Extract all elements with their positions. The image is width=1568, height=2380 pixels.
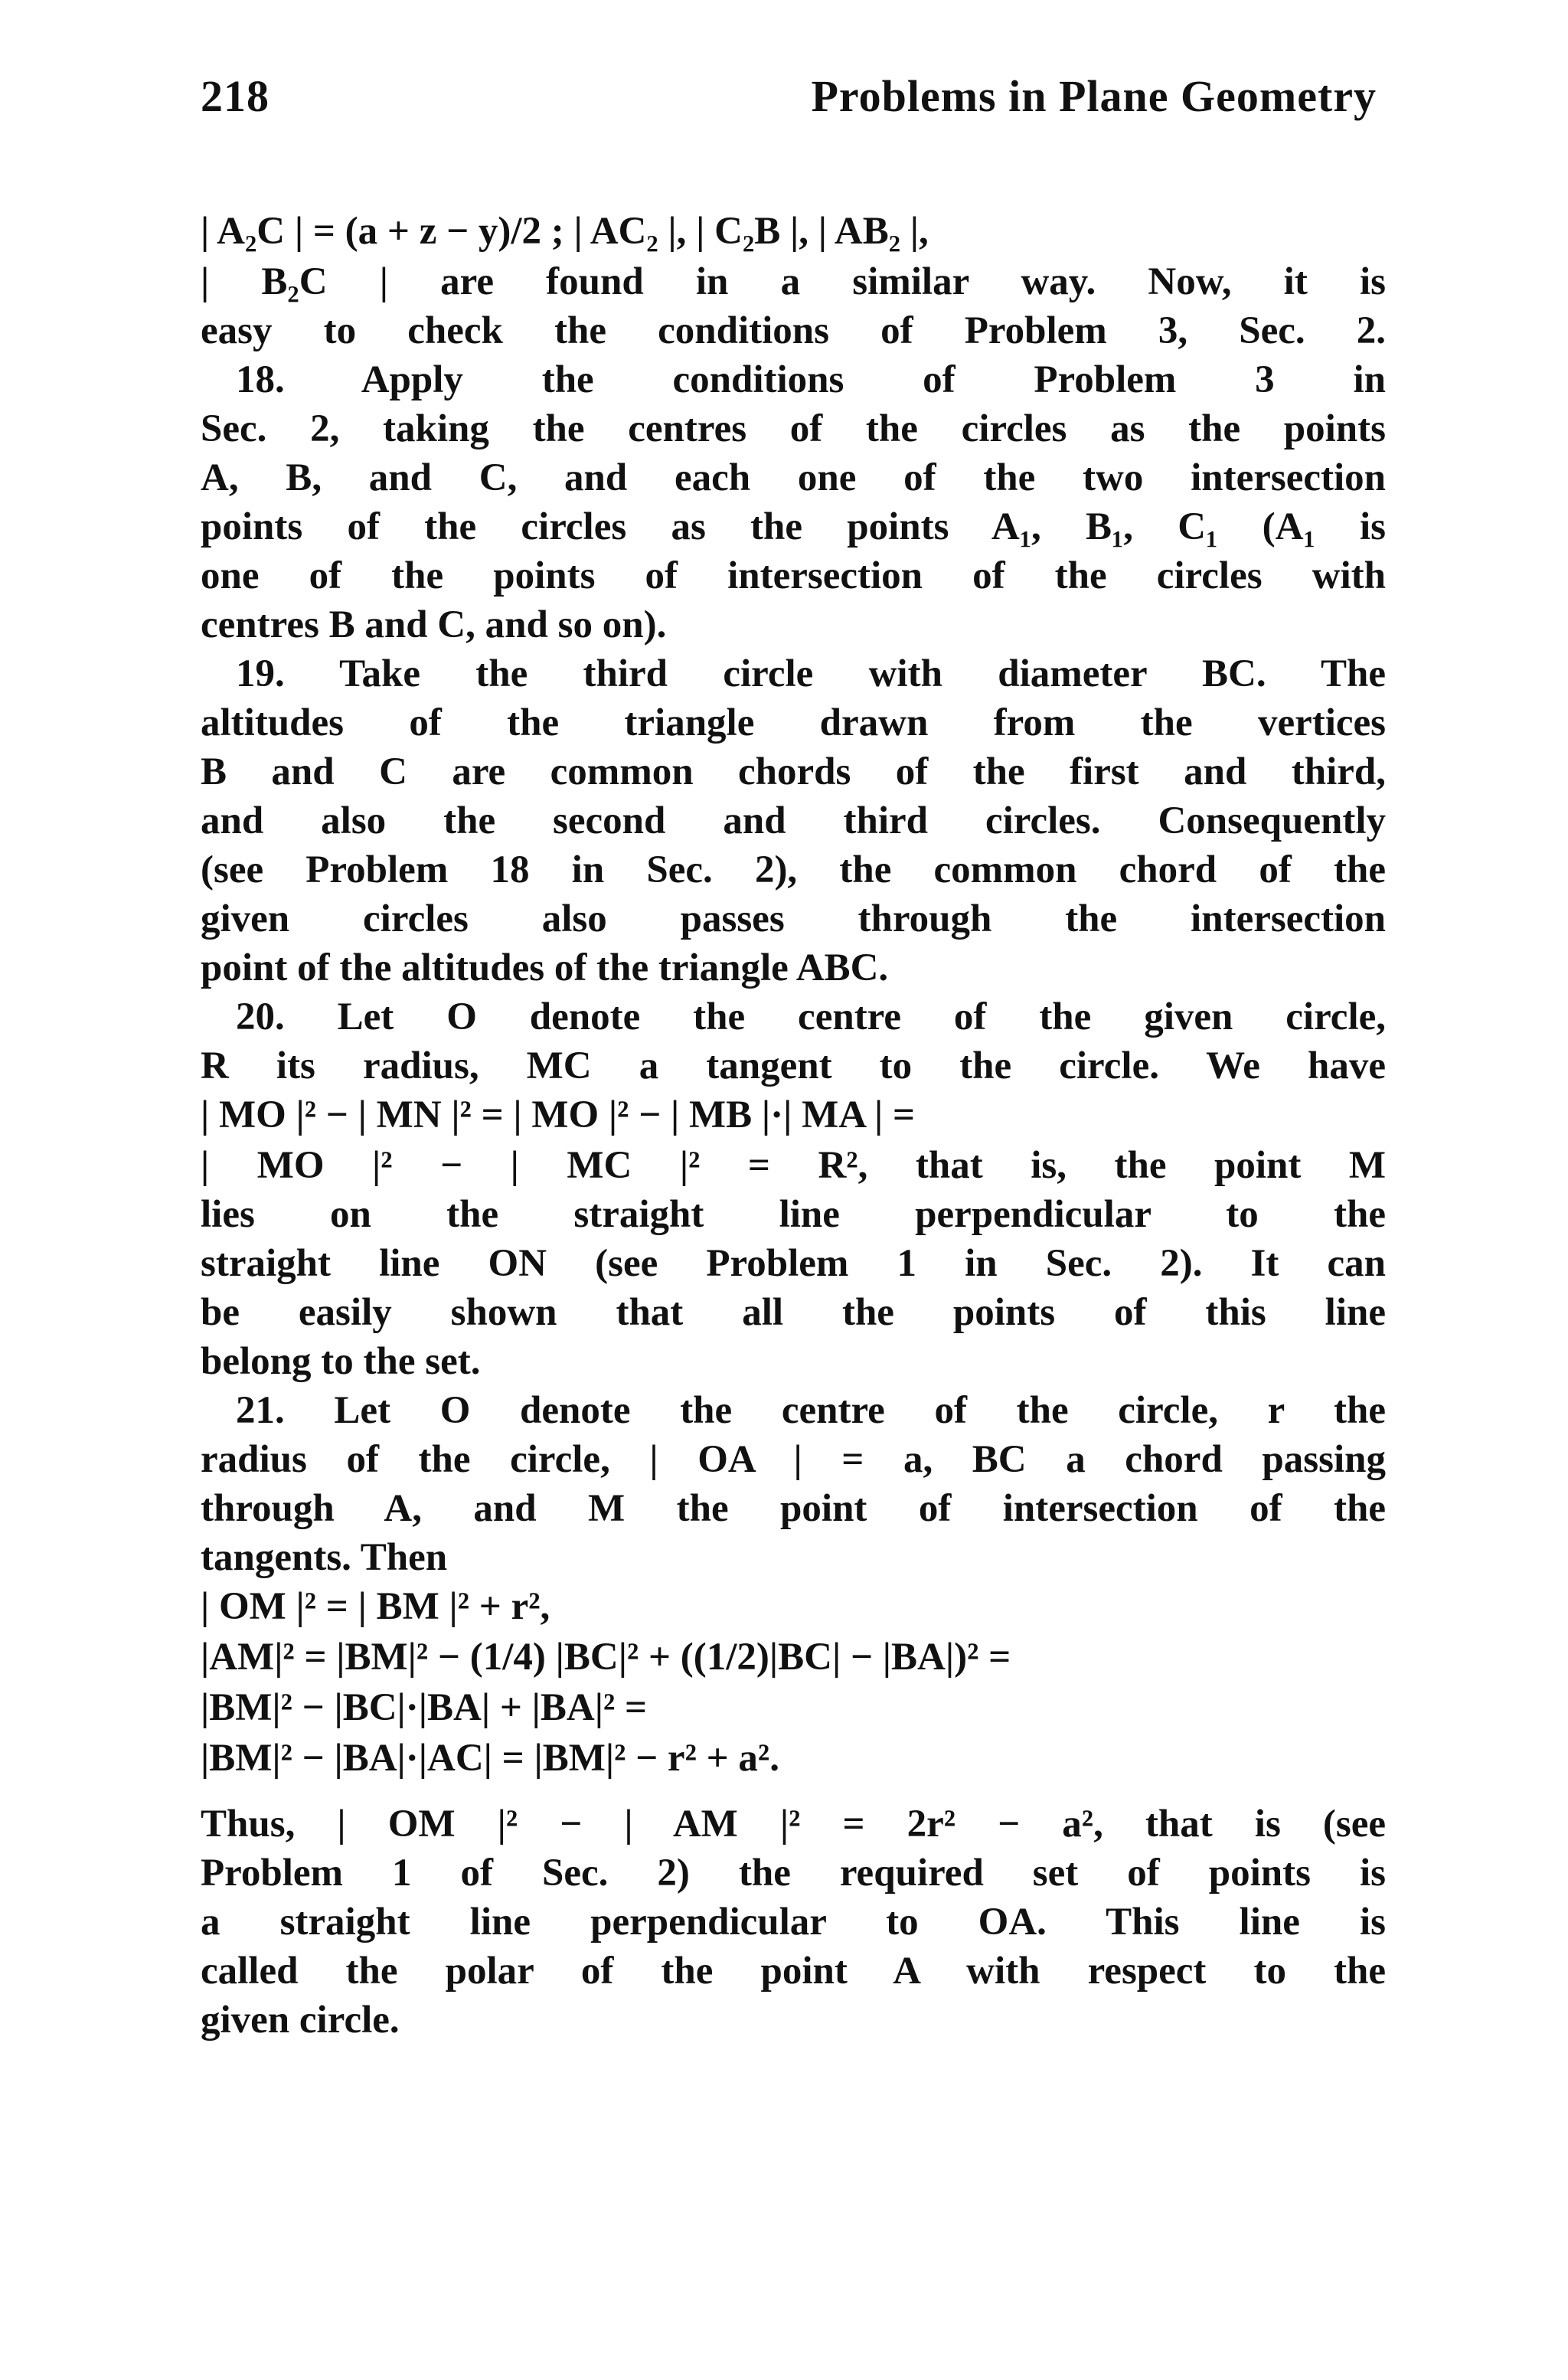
problem-21-start: 21. Let O denote the centre of the circle, r the [236, 1389, 1386, 1432]
formula-line: |BM|² − |BC|·|BA| + |BA|² = [201, 1686, 648, 1729]
problem-19-start: 19. Take the third circle with diameter BC. The [236, 652, 1386, 695]
text-line: straight line ON (see Problem 1 in Sec. 2). It can [201, 1242, 1386, 1285]
text-line: through A, and M the point of intersection of the [201, 1487, 1386, 1530]
formula-a2c: | A₂C | = (a + z − y)/2 ; | AC₂ |, | C₂B |, | AB₂ |, [201, 210, 929, 253]
text-line: called the polar of the point A with respect to the [201, 1950, 1386, 1993]
text-line: easy to check the conditions of Problem 3, Sec. 2. [201, 309, 1386, 352]
text-line: centres B and C, and so on). [201, 603, 667, 646]
text-line: tangents. Then [201, 1536, 448, 1579]
text-line: one of the points of intersection of the circles with [201, 554, 1386, 597]
text-line: lies on the straight line perpendicular to the [201, 1193, 1386, 1236]
text-line: Problem 1 of Sec. 2) the required set of points is [201, 1852, 1386, 1895]
text-line: | B₂C | are found in a similar way. Now, it is [201, 260, 1386, 303]
running-title: Problems in Plane Geometry [811, 71, 1377, 121]
problem-20-start: 20. Let O denote the centre of the given circle, [236, 995, 1386, 1038]
text-line: given circles also passes through the intersection [201, 897, 1386, 940]
text-line: points of the circles as the points A₁, B₁, C₁ (A₁ is [201, 505, 1386, 548]
formula-line: |BM|² − |BA|·|AC| = |BM|² − r² + a². [201, 1737, 779, 1780]
page-body [201, 207, 1386, 2045]
formula-om: | OM |² = | BM |² + r², [201, 1585, 550, 1628]
page-number: 218 [201, 71, 270, 121]
text-line: given circle. [201, 1999, 400, 2042]
text-line: point of the altitudes of the triangle ABC. [201, 946, 889, 989]
text-line: radius of the circle, | OA | = a, BC a chord passing [201, 1438, 1386, 1481]
text-line: a straight line perpendicular to OA. This line is [201, 1901, 1386, 1944]
text-line: be easily shown that all the points of this line [201, 1291, 1386, 1334]
text-line: R its radius, MC a tangent to the circle. We have [201, 1045, 1386, 1087]
text-line: Sec. 2, taking the centres of the circles as the points [201, 407, 1386, 450]
text-line: belong to the set. [201, 1340, 481, 1383]
text-line: altitudes of the triangle drawn from the vertices [201, 701, 1386, 744]
text-line: (see Problem 18 in Sec. 2), the common chord of the [201, 848, 1386, 891]
problem-18-start: 18. Apply the conditions of Problem 3 in [236, 358, 1386, 401]
text-line: B and C are common chords of the first and third, [201, 750, 1386, 793]
text-line: | MO |² − | MC |² = R², that is, the point M [201, 1144, 1386, 1187]
text-line: A, B, and C, and each one of the two intersection [201, 456, 1386, 499]
page-header [201, 70, 1377, 122]
text-line: Thus, | OM |² − | AM |² = 2r² − a², that is (see [201, 1803, 1386, 1845]
text-line: and also the second and third circles. Consequently [201, 799, 1386, 842]
formula-am: |AM|² = |BM|² − (1/4) |BC|² + ((1/2)|BC| − |BA|)² = [201, 1636, 1011, 1679]
formula-line: | MO |² − | MN |² = | MO |² − | MB |·| MA | = [201, 1094, 916, 1136]
